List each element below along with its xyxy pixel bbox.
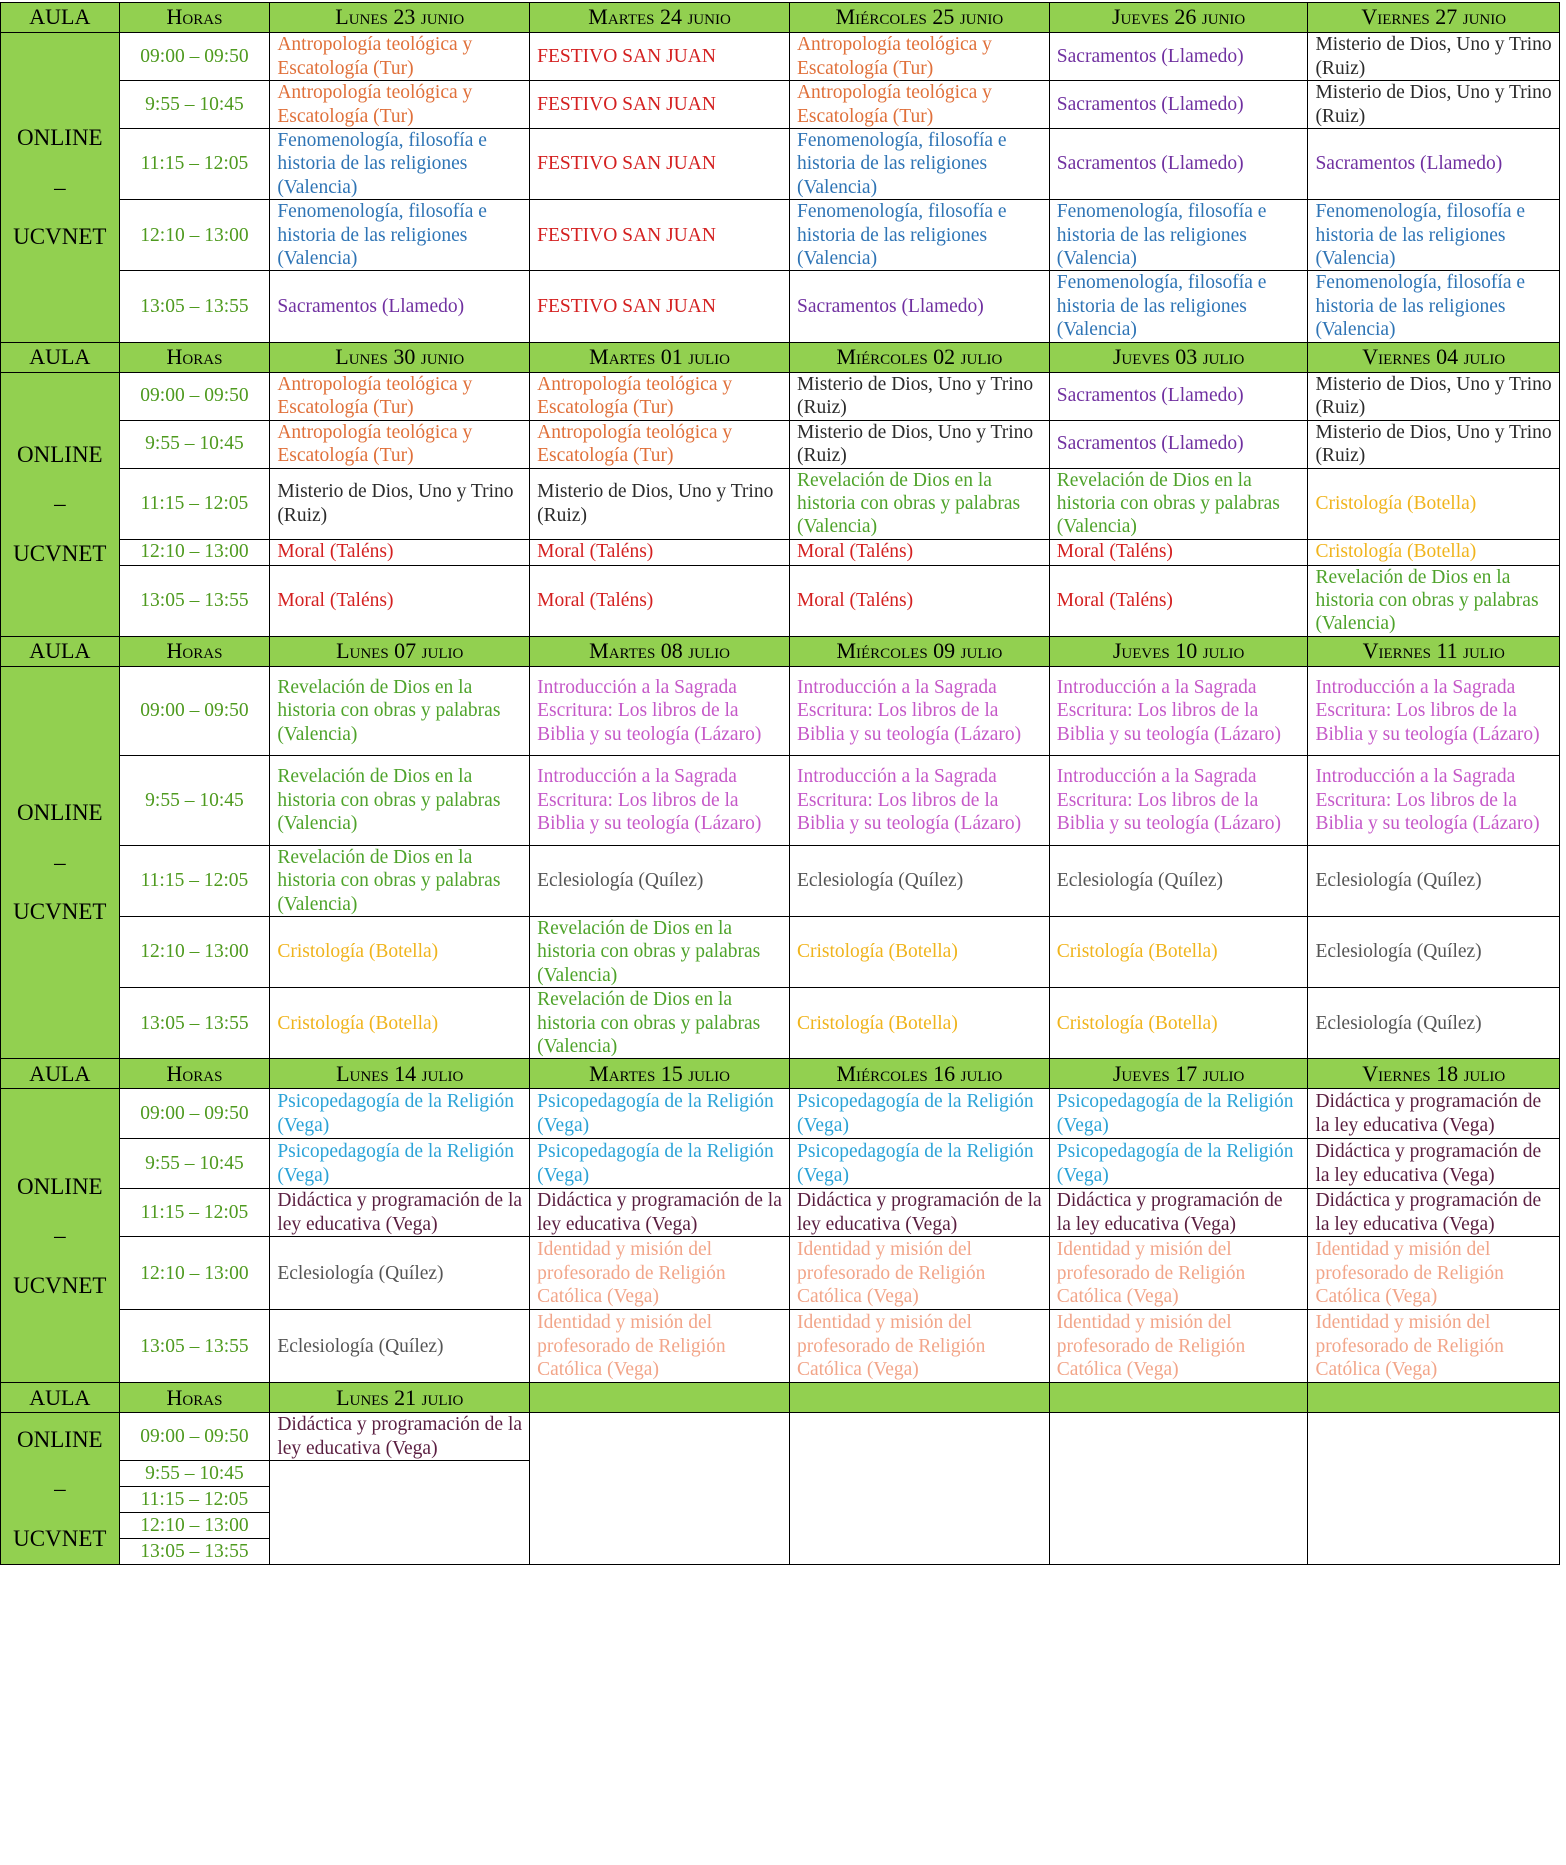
class-cell: Psicopedagogía de la Religión (Vega) — [1049, 1139, 1308, 1189]
class-cell: Didáctica y programación de la ley educativa (Vega) — [1308, 1189, 1560, 1237]
class-cell: FESTIVO SAN JUAN — [530, 271, 790, 342]
time-cell: 9:55 – 10:45 — [119, 755, 270, 845]
class-cell: Moral (Taléns) — [789, 539, 1049, 565]
classroom-cell — [1, 666, 120, 1059]
horas-header: Horas — [119, 636, 270, 666]
day-header: Viernes 18 julio — [1308, 1059, 1560, 1089]
day-header: Jueves 17 julio — [1049, 1059, 1308, 1089]
class-cell: Misterio de Dios, Uno y Trino (Ruiz) — [789, 372, 1049, 420]
class-cell: Moral (Taléns) — [530, 539, 790, 565]
class-cell: Psicopedagogía de la Religión (Vega) — [789, 1139, 1049, 1189]
time-cell: 09:00 – 09:50 — [119, 372, 270, 420]
class-cell: Introducción a la Sagrada Escritura: Los libros de la Biblia y su teología (Lázaro) — [1308, 755, 1560, 845]
week-header-row — [1, 3, 1560, 33]
class-cell: Fenomenología, filosofía e historia de las religiones (Valencia) — [1049, 200, 1308, 271]
week-header-row — [1, 1383, 1560, 1413]
time-cell: 11:15 – 12:05 — [119, 468, 270, 539]
time-slot-row — [1, 1189, 1560, 1237]
class-cell: Cristología (Botella) — [1049, 917, 1308, 988]
day-header: Viernes 11 julio — [1308, 636, 1560, 666]
classroom-label-ucvnet: UCVNET — [13, 540, 107, 566]
class-cell: Psicopedagogía de la Religión (Vega) — [530, 1139, 790, 1189]
time-slot-row — [1, 33, 1560, 81]
time-slot-row — [1, 755, 1560, 845]
class-cell: Antropología teológica y Escatología (Tur) — [270, 81, 530, 129]
classroom-label-ucvnet: UCVNET — [13, 1272, 107, 1298]
classroom-label-ucvnet: UCVNET — [13, 1525, 107, 1551]
class-cell: Eclesiología (Quílez) — [1308, 845, 1560, 916]
class-cell: Didáctica y programación de la ley educativa (Vega) — [1049, 1189, 1308, 1237]
class-cell: Cristología (Botella) — [1308, 539, 1560, 565]
class-cell: Introducción a la Sagrada Escritura: Los libros de la Biblia y su teología (Lázaro) — [789, 755, 1049, 845]
day-header — [530, 1383, 790, 1413]
day-header: Martes 15 julio — [530, 1059, 790, 1089]
class-cell: FESTIVO SAN JUAN — [530, 129, 790, 200]
class-cell: Fenomenología, filosofía e historia de las religiones (Valencia) — [789, 200, 1049, 271]
class-cell: Psicopedagogía de la Religión (Vega) — [530, 1089, 790, 1139]
class-cell: FESTIVO SAN JUAN — [530, 81, 790, 129]
class-cell: Sacramentos (Llamedo) — [789, 271, 1049, 342]
time-cell: 11:15 – 12:05 — [119, 845, 270, 916]
class-cell: Revelación de Dios en la historia con obras y palabras (Valencia) — [789, 468, 1049, 539]
time-slot-row — [1, 200, 1560, 271]
classroom-label-online: ONLINE — [17, 1173, 103, 1199]
class-cell: Didáctica y programación de la ley educativa (Vega) — [1308, 1089, 1560, 1139]
class-cell: Identidad y misión del profesorado de Religión Católica (Vega) — [1049, 1237, 1308, 1310]
time-cell: 09:00 – 09:50 — [119, 666, 270, 755]
class-cell: Psicopedagogía de la Religión (Vega) — [270, 1139, 530, 1189]
time-cell: 13:05 – 13:55 — [119, 988, 270, 1059]
class-cell: Didáctica y programación de la ley educativa (Vega) — [270, 1189, 530, 1237]
class-cell: Introducción a la Sagrada Escritura: Los libros de la Biblia y su teología (Lázaro) — [1308, 666, 1560, 755]
class-cell: Revelación de Dios en la historia con obras y palabras (Valencia) — [1308, 565, 1560, 636]
horas-header: Horas — [119, 3, 270, 33]
class-cell: Identidad y misión del profesorado de Religión Católica (Vega) — [1049, 1310, 1308, 1383]
aula-header: AULA — [1, 342, 120, 372]
time-slot-row — [1, 845, 1560, 916]
class-cell: Fenomenología, filosofía e historia de las religiones (Valencia) — [789, 129, 1049, 200]
classroom-cell — [1, 1413, 120, 1565]
classroom-cell — [1, 33, 120, 343]
class-cell: Moral (Taléns) — [1049, 539, 1308, 565]
class-cell: Identidad y misión del profesorado de Religión Católica (Vega) — [530, 1237, 790, 1310]
class-cell: Cristología (Botella) — [270, 917, 530, 988]
day-header: Lunes 30 junio — [270, 342, 530, 372]
class-cell: Moral (Taléns) — [270, 565, 530, 636]
class-cell: Identidad y misión del profesorado de Religión Católica (Vega) — [789, 1310, 1049, 1383]
horas-header: Horas — [119, 1383, 270, 1413]
classroom-label-ucvnet: UCVNET — [13, 899, 107, 925]
time-cell: 09:00 – 09:50 — [119, 33, 270, 81]
time-slot-row — [1, 1310, 1560, 1383]
day-header: Martes 01 julio — [530, 342, 790, 372]
class-cell: Didáctica y programación de la ley educativa (Vega) — [789, 1189, 1049, 1237]
class-cell: Revelación de Dios en la historia con obras y palabras (Valencia) — [270, 666, 530, 755]
class-cell: Antropología teológica y Escatología (Tur) — [530, 420, 790, 468]
class-cell: Sacramentos (Llamedo) — [1049, 372, 1308, 420]
week-header-row — [1, 342, 1560, 372]
time-cell: 11:15 – 12:05 — [119, 129, 270, 200]
aula-header: AULA — [1, 636, 120, 666]
day-header: Lunes 21 julio — [270, 1383, 530, 1413]
class-cell: Didáctica y programación de la ley educativa (Vega) — [270, 1413, 530, 1461]
class-cell: Antropología teológica y Escatología (Tur) — [270, 372, 530, 420]
class-cell: Misterio de Dios, Uno y Trino (Ruiz) — [1308, 420, 1560, 468]
class-cell: Eclesiología (Quílez) — [789, 845, 1049, 916]
class-cell: Revelación de Dios en la historia con obras y palabras (Valencia) — [270, 845, 530, 916]
class-cell: Misterio de Dios, Uno y Trino (Ruiz) — [1308, 372, 1560, 420]
classroom-label-dash: – — [54, 174, 66, 200]
class-cell: Sacramentos (Llamedo) — [270, 271, 530, 342]
class-cell: Cristología (Botella) — [1049, 988, 1308, 1059]
classroom-label-online: ONLINE — [17, 125, 103, 151]
class-cell: Moral (Taléns) — [1049, 565, 1308, 636]
class-cell: Revelación de Dios en la historia con obras y palabras (Valencia) — [270, 755, 530, 845]
class-cell: Identidad y misión del profesorado de Religión Católica (Vega) — [530, 1310, 790, 1383]
time-slot-row — [1, 666, 1560, 755]
class-cell: Fenomenología, filosofía e historia de las religiones (Valencia) — [1308, 200, 1560, 271]
time-cell: 09:00 – 09:50 — [119, 1089, 270, 1139]
class-cell: Psicopedagogía de la Religión (Vega) — [1049, 1089, 1308, 1139]
classroom-cell — [1, 1089, 120, 1383]
day-header: Jueves 10 julio — [1049, 636, 1308, 666]
class-cell: Eclesiología (Quílez) — [530, 845, 790, 916]
aula-header: AULA — [1, 3, 120, 33]
time-slot-row — [1, 1413, 1560, 1461]
class-cell: Eclesiología (Quílez) — [1308, 988, 1560, 1059]
class-cell: Antropología teológica y Escatología (Tur) — [270, 420, 530, 468]
class-cell: Sacramentos (Llamedo) — [1049, 129, 1308, 200]
time-slot-row — [1, 539, 1560, 565]
class-cell: Sacramentos (Llamedo) — [1308, 129, 1560, 200]
class-cell: Cristología (Botella) — [1308, 468, 1560, 539]
empty-cell — [530, 1413, 790, 1565]
day-header: Lunes 23 junio — [270, 3, 530, 33]
time-slot-row — [1, 1139, 1560, 1189]
day-header — [789, 1383, 1049, 1413]
class-cell: Misterio de Dios, Uno y Trino (Ruiz) — [530, 468, 790, 539]
time-cell: 13:05 – 13:55 — [119, 1539, 270, 1565]
day-header — [1049, 1383, 1308, 1413]
class-cell: Antropología teológica y Escatología (Tur) — [789, 81, 1049, 129]
empty-cell — [789, 1413, 1049, 1565]
week-header-row — [1, 636, 1560, 666]
class-cell: Antropología teológica y Escatología (Tur) — [530, 372, 790, 420]
day-header: Miércoles 25 junio — [789, 3, 1049, 33]
time-slot-row — [1, 271, 1560, 342]
time-cell: 9:55 – 10:45 — [119, 1461, 270, 1487]
classroom-label-dash: – — [54, 491, 66, 517]
time-cell: 13:05 – 13:55 — [119, 271, 270, 342]
time-cell: 09:00 – 09:50 — [119, 1413, 270, 1461]
class-cell: Eclesiología (Quílez) — [270, 1310, 530, 1383]
class-cell: Sacramentos (Llamedo) — [1049, 33, 1308, 81]
classroom-label-dash: – — [54, 1476, 66, 1502]
classroom-cell — [1, 372, 120, 636]
time-cell: 11:15 – 12:05 — [119, 1487, 270, 1513]
class-cell: Fenomenología, filosofía e historia de las religiones (Valencia) — [1049, 271, 1308, 342]
class-cell: Introducción a la Sagrada Escritura: Los libros de la Biblia y su teología (Lázaro) — [789, 666, 1049, 755]
class-cell: Cristología (Botella) — [789, 988, 1049, 1059]
day-header: Martes 08 julio — [530, 636, 790, 666]
class-cell: Introducción a la Sagrada Escritura: Los libros de la Biblia y su teología (Lázaro) — [530, 755, 790, 845]
classroom-label-online: ONLINE — [17, 1426, 103, 1452]
classroom-label-online: ONLINE — [17, 800, 103, 826]
day-header: Jueves 26 junio — [1049, 3, 1308, 33]
class-cell: Eclesiología (Quílez) — [1308, 917, 1560, 988]
time-cell: 13:05 – 13:55 — [119, 1310, 270, 1383]
day-header: Viernes 04 julio — [1308, 342, 1560, 372]
time-slot-row — [1, 917, 1560, 988]
empty-cell — [1308, 1413, 1560, 1565]
class-cell: FESTIVO SAN JUAN — [530, 200, 790, 271]
class-cell: Identidad y misión del profesorado de Religión Católica (Vega) — [1308, 1310, 1560, 1383]
time-cell: 12:10 – 13:00 — [119, 917, 270, 988]
time-cell: 12:10 – 13:00 — [119, 1237, 270, 1310]
class-cell: Psicopedagogía de la Religión (Vega) — [270, 1089, 530, 1139]
class-cell: Fenomenología, filosofía e historia de las religiones (Valencia) — [270, 200, 530, 271]
day-header: Miércoles 16 julio — [789, 1059, 1049, 1089]
empty-cell — [1049, 1413, 1308, 1565]
class-cell: Misterio de Dios, Uno y Trino (Ruiz) — [270, 468, 530, 539]
class-cell: Sacramentos (Llamedo) — [1049, 420, 1308, 468]
class-cell: Moral (Taléns) — [530, 565, 790, 636]
class-cell: Misterio de Dios, Uno y Trino (Ruiz) — [1308, 33, 1560, 81]
class-cell: Revelación de Dios en la historia con obras y palabras (Valencia) — [1049, 468, 1308, 539]
day-header: Viernes 27 junio — [1308, 3, 1560, 33]
time-cell: 9:55 – 10:45 — [119, 420, 270, 468]
class-cell: Identidad y misión del profesorado de Religión Católica (Vega) — [789, 1237, 1049, 1310]
class-cell: Introducción a la Sagrada Escritura: Los libros de la Biblia y su teología (Lázaro) — [1049, 666, 1308, 755]
day-header — [1308, 1383, 1560, 1413]
time-slot-row — [1, 1237, 1560, 1310]
class-cell: Introducción a la Sagrada Escritura: Los libros de la Biblia y su teología (Lázaro) — [530, 666, 790, 755]
time-slot-row — [1, 468, 1560, 539]
time-slot-row — [1, 1089, 1560, 1139]
class-cell: Cristología (Botella) — [789, 917, 1049, 988]
class-cell: Revelación de Dios en la historia con obras y palabras (Valencia) — [530, 917, 790, 988]
classroom-label-dash: – — [54, 1223, 66, 1249]
time-cell: 11:15 – 12:05 — [119, 1189, 270, 1237]
time-slot-row — [1, 565, 1560, 636]
class-cell: Revelación de Dios en la historia con obras y palabras (Valencia) — [530, 988, 790, 1059]
class-cell: Moral (Taléns) — [789, 565, 1049, 636]
time-cell: 12:10 – 13:00 — [119, 200, 270, 271]
time-slot-row — [1, 81, 1560, 129]
aula-header: AULA — [1, 1059, 120, 1089]
time-slot-row — [1, 420, 1560, 468]
class-cell: Sacramentos (Llamedo) — [1049, 81, 1308, 129]
class-cell: Didáctica y programación de la ley educativa (Vega) — [1308, 1139, 1560, 1189]
class-cell: Identidad y misión del profesorado de Religión Católica (Vega) — [1308, 1237, 1560, 1310]
class-cell: Cristología (Botella) — [270, 988, 530, 1059]
time-slot-row — [1, 372, 1560, 420]
class-cell: Antropología teológica y Escatología (Tur) — [789, 33, 1049, 81]
time-cell: 12:10 – 13:00 — [119, 1513, 270, 1539]
class-cell: Eclesiología (Quílez) — [1049, 845, 1308, 916]
empty-cell — [270, 1461, 530, 1565]
horas-header: Horas — [119, 342, 270, 372]
class-cell: FESTIVO SAN JUAN — [530, 33, 790, 81]
time-cell: 9:55 – 10:45 — [119, 81, 270, 129]
horas-header: Horas — [119, 1059, 270, 1089]
day-header: Miércoles 09 julio — [789, 636, 1049, 666]
class-cell: Fenomenología, filosofía e historia de las religiones (Valencia) — [1308, 271, 1560, 342]
class-cell: Misterio de Dios, Uno y Trino (Ruiz) — [789, 420, 1049, 468]
class-cell: Antropología teológica y Escatología (Tur) — [270, 33, 530, 81]
day-header: Jueves 03 julio — [1049, 342, 1308, 372]
time-cell: 13:05 – 13:55 — [119, 565, 270, 636]
class-cell: Fenomenología, filosofía e historia de las religiones (Valencia) — [270, 129, 530, 200]
day-header: Miércoles 02 julio — [789, 342, 1049, 372]
day-header: Lunes 14 julio — [270, 1059, 530, 1089]
class-cell: Psicopedagogía de la Religión (Vega) — [789, 1089, 1049, 1139]
time-cell: 12:10 – 13:00 — [119, 539, 270, 565]
week-header-row — [1, 1059, 1560, 1089]
class-cell: Didáctica y programación de la ley educativa (Vega) — [530, 1189, 790, 1237]
class-cell: Introducción a la Sagrada Escritura: Los libros de la Biblia y su teología (Lázaro) — [1049, 755, 1308, 845]
day-header: Martes 24 junio — [530, 3, 790, 33]
class-cell: Eclesiología (Quílez) — [270, 1237, 530, 1310]
day-header: Lunes 07 julio — [270, 636, 530, 666]
time-slot-row — [1, 988, 1560, 1059]
time-cell: 9:55 – 10:45 — [119, 1139, 270, 1189]
schedule-table — [0, 2, 1560, 1565]
aula-header: AULA — [1, 1383, 120, 1413]
class-cell: Moral (Taléns) — [270, 539, 530, 565]
classroom-label-online: ONLINE — [17, 442, 103, 468]
time-slot-row — [1, 129, 1560, 200]
classroom-label-dash: – — [54, 849, 66, 875]
classroom-label-ucvnet: UCVNET — [13, 223, 107, 249]
class-cell: Misterio de Dios, Uno y Trino (Ruiz) — [1308, 81, 1560, 129]
